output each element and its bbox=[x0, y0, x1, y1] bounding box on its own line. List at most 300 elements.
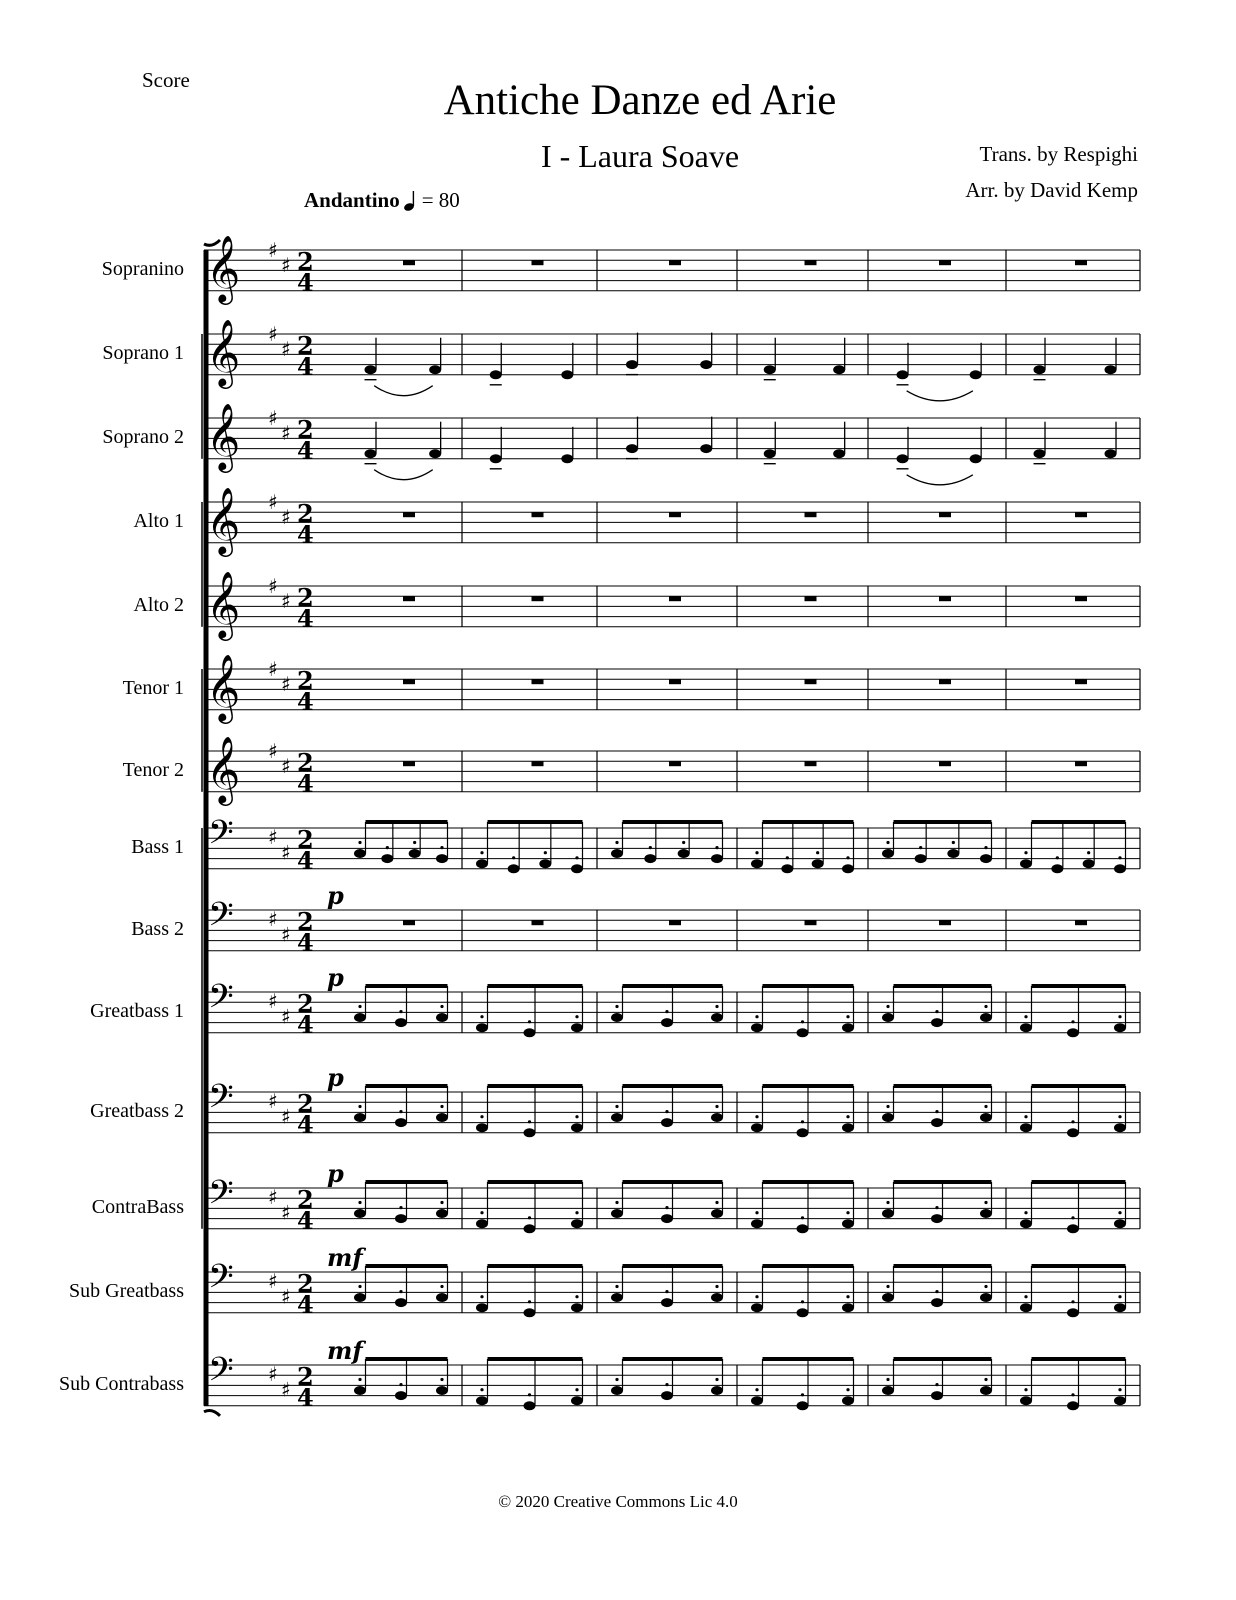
instrument-label: Bass 1 bbox=[131, 836, 184, 858]
score-label: Score bbox=[142, 68, 190, 92]
measure-rest-icon bbox=[669, 679, 681, 684]
staccato-dot bbox=[665, 1110, 668, 1113]
note-head bbox=[797, 1401, 809, 1410]
staccato-dot bbox=[480, 1015, 483, 1018]
measure-rest-icon bbox=[403, 512, 415, 517]
staff-tenor-1 bbox=[204, 653, 1140, 724]
staccato-dot bbox=[1056, 856, 1059, 859]
staccato-dot bbox=[952, 841, 955, 844]
note-head bbox=[476, 1303, 488, 1312]
measure-rest-icon bbox=[403, 260, 415, 265]
note-head bbox=[354, 1293, 366, 1302]
staccato-dot bbox=[615, 1005, 618, 1008]
measure-rest-icon bbox=[532, 512, 544, 517]
note-head bbox=[711, 1209, 723, 1218]
note-head bbox=[395, 1391, 407, 1400]
movement-subtitle: I - Laura Soave bbox=[540, 138, 740, 174]
time-signature-bottom: 4 bbox=[297, 687, 314, 716]
staccato-dot bbox=[480, 1295, 483, 1298]
measure-rest-icon bbox=[532, 679, 544, 684]
time-signature-bottom: 4 bbox=[297, 436, 314, 465]
staccato-dot bbox=[715, 846, 718, 849]
note-head bbox=[882, 1013, 894, 1022]
staccato-dot bbox=[575, 856, 578, 859]
measure-rest-icon bbox=[1075, 761, 1087, 766]
sharp-icon: ♯ bbox=[281, 589, 291, 613]
time-signature-top: 2 bbox=[297, 415, 314, 444]
measure-rest-icon bbox=[669, 761, 681, 766]
tempo-value: = 80 bbox=[421, 188, 460, 212]
measure-rest-icon bbox=[1075, 260, 1087, 265]
sharp-icon: ♯ bbox=[268, 907, 278, 932]
note-head bbox=[1020, 859, 1032, 868]
time-signature-bottom: 4 bbox=[297, 1206, 314, 1235]
note-head bbox=[611, 1386, 623, 1395]
staccato-dot bbox=[984, 1201, 987, 1204]
note-head bbox=[980, 1013, 992, 1022]
note-head bbox=[476, 1396, 488, 1405]
instrument-label: Sub Contrabass bbox=[59, 1373, 184, 1395]
note-head bbox=[882, 1293, 894, 1302]
staccato-dot bbox=[919, 846, 922, 849]
staccato-dot bbox=[816, 851, 819, 854]
staccato-dot bbox=[1024, 1115, 1027, 1118]
staccato-dot bbox=[480, 1388, 483, 1391]
note-head bbox=[476, 1219, 488, 1228]
note-head bbox=[751, 1396, 763, 1405]
sharp-icon: ♯ bbox=[281, 421, 291, 445]
note-head bbox=[711, 1293, 723, 1302]
note-head bbox=[571, 1396, 583, 1405]
staccato-dot bbox=[846, 1388, 849, 1391]
note-head bbox=[524, 1224, 536, 1233]
note-head bbox=[882, 1209, 894, 1218]
staccato-dot bbox=[935, 1010, 938, 1013]
note-head bbox=[1020, 1123, 1032, 1132]
note-head bbox=[833, 365, 845, 374]
staccato-dot bbox=[528, 1300, 531, 1303]
measure-rest-icon bbox=[805, 596, 817, 601]
dynamic-marking: p bbox=[327, 1063, 344, 1092]
staccato-dot bbox=[615, 1201, 618, 1204]
note-head bbox=[1020, 1303, 1032, 1312]
note-head bbox=[1067, 1028, 1079, 1037]
staccato-dot bbox=[386, 846, 389, 849]
bass-clef-icon: 𝄢 bbox=[208, 814, 234, 860]
staccato-dot bbox=[440, 1201, 443, 1204]
note-head bbox=[1105, 449, 1117, 458]
sharp-icon: ♯ bbox=[281, 1104, 291, 1129]
tempo-text: Andantino bbox=[304, 188, 400, 212]
staccato-dot bbox=[575, 1295, 578, 1298]
treble-clef-icon: 𝄞 bbox=[206, 735, 241, 803]
time-signature-top: 2 bbox=[297, 583, 314, 612]
staccato-dot bbox=[575, 1115, 578, 1118]
time-signature-bottom: 4 bbox=[297, 268, 314, 297]
treble-clef-icon: 𝄞 bbox=[206, 318, 241, 386]
measure-rest-icon bbox=[403, 761, 415, 766]
staccato-dot bbox=[358, 1378, 361, 1381]
note-head bbox=[842, 1023, 854, 1032]
dynamic-marking: mf bbox=[327, 1243, 363, 1272]
note-head bbox=[1020, 1023, 1032, 1032]
staccato-dot bbox=[755, 1211, 758, 1214]
staff-bass-1 bbox=[204, 814, 1140, 875]
note-head bbox=[797, 1028, 809, 1037]
sharp-icon: ♯ bbox=[281, 1377, 291, 1402]
measure-rest-icon bbox=[939, 761, 951, 766]
measure-rest-icon bbox=[1075, 679, 1087, 684]
time-signature-bottom: 4 bbox=[297, 1290, 314, 1319]
sharp-icon: ♯ bbox=[281, 754, 291, 778]
staccato-dot bbox=[755, 1015, 758, 1018]
measure-rest-icon bbox=[403, 679, 415, 684]
staccato-dot bbox=[984, 1005, 987, 1008]
staccato-dot bbox=[846, 1211, 849, 1214]
staccato-dot bbox=[480, 1115, 483, 1118]
sharp-icon: ♯ bbox=[268, 1362, 278, 1387]
staccato-dot bbox=[480, 851, 483, 854]
measure-rest-icon bbox=[939, 260, 951, 265]
staccato-dot bbox=[615, 1285, 618, 1288]
staccato-dot bbox=[846, 1295, 849, 1298]
staccato-dot bbox=[480, 1211, 483, 1214]
note-head bbox=[429, 449, 441, 458]
note-head bbox=[524, 1401, 536, 1410]
instrument-label: Soprano 2 bbox=[102, 426, 184, 448]
sharp-icon: ♯ bbox=[281, 922, 291, 947]
staccato-dot bbox=[715, 1005, 718, 1008]
note-head bbox=[429, 365, 441, 374]
note-head bbox=[980, 1209, 992, 1218]
staccato-dot bbox=[786, 856, 789, 859]
note-head bbox=[1034, 449, 1046, 458]
measure-rest-icon bbox=[403, 596, 415, 601]
instrument-label: Alto 1 bbox=[133, 510, 184, 532]
staccato-dot bbox=[846, 1015, 849, 1018]
note-head bbox=[611, 849, 623, 858]
note-head bbox=[395, 1214, 407, 1223]
time-signature-bottom: 4 bbox=[297, 520, 314, 549]
staccato-dot bbox=[886, 1378, 889, 1381]
note-head bbox=[1105, 365, 1117, 374]
staccato-dot bbox=[615, 841, 618, 844]
sharp-icon: ♯ bbox=[268, 657, 278, 681]
note-head bbox=[611, 1013, 623, 1022]
time-signature-top: 2 bbox=[297, 748, 314, 777]
sharp-icon: ♯ bbox=[268, 490, 278, 514]
treble-clef-icon: 𝄞 bbox=[206, 402, 241, 470]
note-head bbox=[436, 1293, 448, 1302]
staccato-dot bbox=[358, 1201, 361, 1204]
note-head bbox=[980, 1386, 992, 1395]
note-head bbox=[1114, 864, 1126, 873]
sharp-icon: ♯ bbox=[268, 739, 278, 763]
sharp-icon: ♯ bbox=[281, 337, 291, 361]
bass-clef-icon: 𝄢 bbox=[208, 978, 234, 1024]
staccato-dot bbox=[1118, 856, 1121, 859]
staccato-dot bbox=[801, 1300, 804, 1303]
time-signature-top: 2 bbox=[297, 1269, 314, 1298]
staccato-dot bbox=[715, 1105, 718, 1108]
sharp-icon: ♯ bbox=[268, 1089, 278, 1114]
staccato-dot bbox=[358, 1105, 361, 1108]
note-head bbox=[524, 1028, 536, 1037]
staccato-dot bbox=[544, 851, 547, 854]
note-head bbox=[915, 854, 927, 863]
staccato-dot bbox=[801, 1020, 804, 1023]
staccato-dot bbox=[886, 841, 889, 844]
piece-title: Antiche Danze ed Arie bbox=[443, 77, 837, 124]
note-head bbox=[436, 1113, 448, 1122]
staccato-dot bbox=[886, 1201, 889, 1204]
note-head bbox=[395, 1018, 407, 1027]
measure-rest-icon bbox=[532, 260, 544, 265]
note-head bbox=[797, 1128, 809, 1137]
note-head bbox=[897, 454, 909, 463]
note-head bbox=[931, 1298, 943, 1307]
instrument-label: Tenor 1 bbox=[122, 677, 184, 699]
transcriber-credit: Trans. by Respighi bbox=[979, 142, 1138, 166]
treble-clef-icon: 𝄞 bbox=[206, 653, 241, 721]
note-head bbox=[476, 1023, 488, 1032]
note-head bbox=[436, 1013, 448, 1022]
sharp-icon: ♯ bbox=[268, 989, 278, 1014]
measure-rest-icon bbox=[939, 512, 951, 517]
slur bbox=[374, 470, 433, 480]
note-head bbox=[751, 1023, 763, 1032]
time-signature-bottom: 4 bbox=[297, 769, 314, 798]
staccato-dot bbox=[984, 1285, 987, 1288]
note-head bbox=[1114, 1219, 1126, 1228]
sharp-icon: ♯ bbox=[268, 322, 278, 346]
note-head bbox=[781, 864, 793, 873]
note-head bbox=[661, 1298, 673, 1307]
staccato-dot bbox=[1024, 1211, 1027, 1214]
note-head bbox=[436, 1209, 448, 1218]
note-head bbox=[797, 1308, 809, 1317]
note-head bbox=[611, 1113, 623, 1122]
time-signature-top: 2 bbox=[297, 666, 314, 695]
staccato-dot bbox=[358, 1005, 361, 1008]
staccato-dot bbox=[399, 1010, 402, 1013]
note-head bbox=[611, 1209, 623, 1218]
staccato-dot bbox=[801, 1120, 804, 1123]
note-head bbox=[751, 1303, 763, 1312]
measure-rest-icon bbox=[939, 679, 951, 684]
note-head bbox=[980, 854, 992, 863]
staccato-dot bbox=[528, 1020, 531, 1023]
staccato-dot bbox=[615, 1105, 618, 1108]
time-signature-top: 2 bbox=[297, 907, 314, 936]
staccato-dot bbox=[984, 846, 987, 849]
dynamic-marking: mf bbox=[327, 1336, 363, 1365]
note-head bbox=[764, 365, 776, 374]
note-head bbox=[711, 1386, 723, 1395]
staccato-dot bbox=[846, 1115, 849, 1118]
staccato-dot bbox=[575, 1211, 578, 1214]
sharp-icon: ♯ bbox=[281, 840, 291, 865]
note-head bbox=[842, 1123, 854, 1132]
note-head bbox=[842, 1219, 854, 1228]
staccato-dot bbox=[440, 1378, 443, 1381]
note-head bbox=[395, 1298, 407, 1307]
staff-sub-greatbass bbox=[204, 1243, 1140, 1319]
note-head bbox=[661, 1018, 673, 1027]
staccato-dot bbox=[801, 1393, 804, 1396]
sharp-icon: ♯ bbox=[268, 825, 278, 850]
time-signature-top: 2 bbox=[297, 825, 314, 854]
note-head bbox=[700, 444, 712, 453]
note-head bbox=[436, 1386, 448, 1395]
note-head bbox=[711, 1013, 723, 1022]
sharp-icon: ♯ bbox=[268, 1269, 278, 1294]
staccato-dot bbox=[440, 1285, 443, 1288]
staccato-dot bbox=[665, 1010, 668, 1013]
staccato-dot bbox=[1071, 1300, 1074, 1303]
note-head bbox=[833, 449, 845, 458]
staccato-dot bbox=[575, 1015, 578, 1018]
staccato-dot bbox=[1024, 851, 1027, 854]
note-head bbox=[365, 449, 377, 458]
instrument-label: Tenor 2 bbox=[122, 759, 184, 781]
staccato-dot bbox=[984, 1378, 987, 1381]
staff-sub-contrabass bbox=[204, 1336, 1140, 1412]
note-head bbox=[476, 1123, 488, 1132]
note-head bbox=[571, 1303, 583, 1312]
staccato-dot bbox=[755, 1388, 758, 1391]
staccato-dot bbox=[1118, 1115, 1121, 1118]
note-head bbox=[626, 360, 638, 369]
staccato-dot bbox=[575, 1388, 578, 1391]
time-signature-top: 2 bbox=[297, 331, 314, 360]
note-head bbox=[644, 854, 656, 863]
note-head bbox=[381, 854, 393, 863]
staccato-dot bbox=[715, 1378, 718, 1381]
note-head bbox=[571, 864, 583, 873]
staccato-dot bbox=[682, 841, 685, 844]
note-head bbox=[931, 1018, 943, 1027]
sharp-icon: ♯ bbox=[268, 238, 278, 262]
slur bbox=[907, 475, 973, 485]
note-head bbox=[931, 1391, 943, 1400]
staccato-dot bbox=[440, 846, 443, 849]
note-head bbox=[678, 849, 690, 858]
note-head bbox=[711, 1113, 723, 1122]
staccato-dot bbox=[1071, 1216, 1074, 1219]
staccato-dot bbox=[399, 1383, 402, 1386]
note-head bbox=[524, 1308, 536, 1317]
measure-rest-icon bbox=[805, 260, 817, 265]
staff-soprano-1 bbox=[204, 318, 1140, 401]
note-head bbox=[661, 1214, 673, 1223]
note-head bbox=[1034, 365, 1046, 374]
staccato-dot bbox=[399, 1290, 402, 1293]
measure-rest-icon bbox=[939, 596, 951, 601]
time-signature-bottom: 4 bbox=[297, 1010, 314, 1039]
note-head bbox=[700, 360, 712, 369]
measure-rest-icon bbox=[805, 512, 817, 517]
instrument-label: Sub Greatbass bbox=[69, 1280, 184, 1302]
sharp-icon: ♯ bbox=[281, 505, 291, 529]
instrument-label: Soprano 1 bbox=[102, 342, 184, 364]
staccato-dot bbox=[1087, 851, 1090, 854]
note-head bbox=[897, 370, 909, 379]
staff-soprano-2 bbox=[204, 402, 1140, 485]
note-head bbox=[947, 849, 959, 858]
measure-rest-icon bbox=[939, 920, 951, 925]
staccato-dot bbox=[1071, 1393, 1074, 1396]
note-head bbox=[409, 849, 421, 858]
slur bbox=[907, 391, 973, 401]
note-head bbox=[354, 1209, 366, 1218]
note-head bbox=[661, 1391, 673, 1400]
staccato-dot bbox=[846, 856, 849, 859]
note-head bbox=[571, 1219, 583, 1228]
time-signature-top: 2 bbox=[297, 989, 314, 1018]
bass-clef-icon: 𝄢 bbox=[208, 1258, 234, 1304]
copyright-footer: © 2020 Creative Commons Lic 4.0 bbox=[498, 1492, 738, 1511]
sharp-icon: ♯ bbox=[281, 253, 291, 277]
note-head bbox=[611, 1293, 623, 1302]
staccato-dot bbox=[1071, 1120, 1074, 1123]
note-head bbox=[354, 849, 366, 858]
staccato-dot bbox=[399, 1110, 402, 1113]
time-signature-bottom: 4 bbox=[297, 604, 314, 633]
note-head bbox=[751, 859, 763, 868]
treble-clef-icon: 𝄞 bbox=[206, 486, 241, 554]
staccato-dot bbox=[358, 1285, 361, 1288]
measure-rest-icon bbox=[532, 920, 544, 925]
measure-rest-icon bbox=[669, 512, 681, 517]
staccato-dot bbox=[755, 1295, 758, 1298]
sharp-icon: ♯ bbox=[268, 1185, 278, 1210]
measure-rest-icon bbox=[532, 761, 544, 766]
note-head bbox=[571, 1123, 583, 1132]
staff-greatbass-1 bbox=[204, 963, 1140, 1039]
staccato-dot bbox=[801, 1216, 804, 1219]
staccato-dot bbox=[528, 1393, 531, 1396]
note-head bbox=[490, 454, 502, 463]
staccato-dot bbox=[755, 1115, 758, 1118]
time-signature-top: 2 bbox=[297, 499, 314, 528]
note-head bbox=[1114, 1023, 1126, 1032]
note-head bbox=[1114, 1303, 1126, 1312]
note-head bbox=[812, 859, 824, 868]
slur bbox=[374, 386, 433, 396]
note-head bbox=[490, 370, 502, 379]
staccato-dot bbox=[1024, 1015, 1027, 1018]
sharp-icon: ♯ bbox=[268, 574, 278, 598]
time-signature-bottom: 4 bbox=[297, 1110, 314, 1139]
instrument-label: Sopranino bbox=[101, 258, 184, 280]
note-head bbox=[1051, 864, 1063, 873]
note-head bbox=[970, 370, 982, 379]
treble-clef-icon: 𝄞 bbox=[206, 570, 241, 638]
note-head bbox=[354, 1013, 366, 1022]
time-signature-top: 2 bbox=[297, 1362, 314, 1391]
time-signature-top: 2 bbox=[297, 1185, 314, 1214]
bass-clef-icon: 𝄢 bbox=[208, 896, 234, 942]
time-signature-bottom: 4 bbox=[297, 1383, 314, 1412]
note-head bbox=[711, 854, 723, 863]
dynamic-marking: p bbox=[327, 963, 344, 992]
note-head bbox=[797, 1224, 809, 1233]
instrument-label: Alto 2 bbox=[133, 594, 184, 616]
staccato-dot bbox=[935, 1383, 938, 1386]
instrument-label: Bass 2 bbox=[131, 918, 184, 940]
bass-clef-icon: 𝄢 bbox=[208, 1078, 234, 1124]
